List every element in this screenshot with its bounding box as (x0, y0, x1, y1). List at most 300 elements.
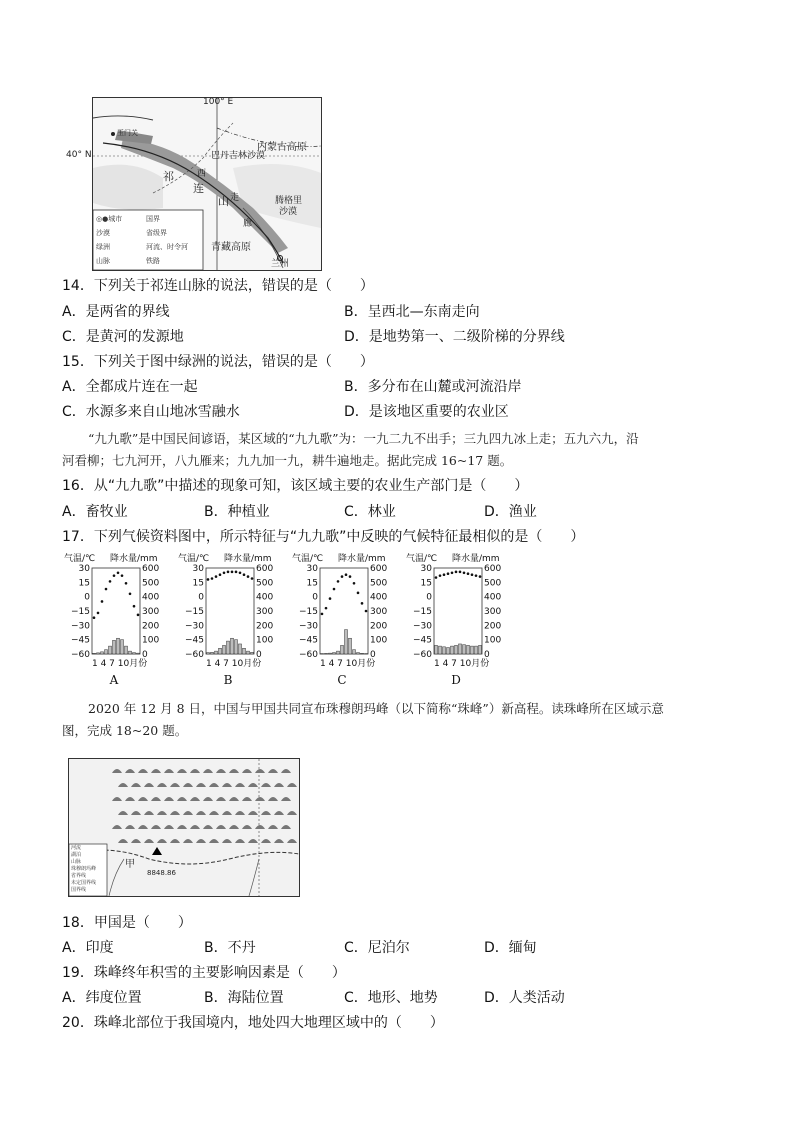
precip-tick-label: 200 (142, 621, 160, 632)
mountain-symbol (183, 839, 193, 843)
precip-tick-label: 500 (256, 578, 274, 589)
temp-point (459, 571, 462, 574)
plot-frame (434, 568, 482, 654)
precip-bar (471, 646, 474, 654)
mountain-symbol (125, 825, 135, 829)
mountain-symbol (248, 839, 258, 843)
precip-bar (451, 646, 454, 654)
temp-point (357, 592, 360, 595)
q16-option-b[interactable]: B．种植业 (204, 504, 270, 520)
label-zou: 西 (197, 169, 207, 179)
precip-bar (211, 652, 214, 654)
temp-tick-label: 30 (306, 564, 318, 574)
temp-axis-label: 气温/℃ (406, 554, 438, 564)
mountain-symbol (157, 811, 167, 815)
map2-legend (71, 845, 107, 894)
temp-point (101, 600, 104, 603)
label-shan: 山 (218, 195, 229, 208)
precip-bar (129, 651, 132, 654)
temp-point (435, 576, 438, 579)
climate-charts (62, 550, 522, 690)
legend-desert: 沙漠 (96, 229, 110, 237)
q14-option-d[interactable]: D．是地势第一、二级阶梯的分界线 (344, 329, 565, 345)
everest-region-map (68, 758, 300, 897)
legend-item: 省界线 (71, 873, 87, 879)
mountain-symbol (196, 839, 206, 843)
plot-frame (206, 568, 254, 654)
precip-tick-label: 600 (256, 564, 274, 574)
temp-point (467, 572, 470, 575)
q14-stem: 14．下列关于祁连山脉的说法，错误的是（ ） (62, 278, 374, 294)
national-border (93, 116, 153, 120)
temp-point (455, 571, 458, 574)
temp-point (345, 573, 348, 576)
precip-tick-label: 0 (142, 650, 148, 660)
everest-peak-icon (152, 847, 162, 855)
label-qi: 祁 (163, 170, 174, 183)
q16-option-d[interactable]: D．渔业 (484, 504, 537, 520)
precip-tick-label: 100 (256, 635, 274, 646)
precip-bar (227, 641, 230, 654)
temp-point (337, 580, 340, 583)
mountain-symbol (268, 825, 278, 829)
mountain-symbol (229, 769, 239, 773)
precip-tick-label: 500 (142, 578, 160, 589)
precip-tick-label: 300 (484, 607, 502, 617)
precip-axis-label: 降水量/mm (452, 554, 500, 564)
q17-stem: 17．下列气候资料图中，所示特征与“九九歌”中反映的气候特征最相似的是（ ） (62, 529, 585, 545)
precip-tick-label: 400 (256, 592, 274, 603)
legend-item: 未定国界线 (71, 880, 97, 886)
chart-letter: B (223, 673, 233, 687)
legend-railway: 铁路 (146, 257, 160, 265)
temp-point (341, 575, 344, 578)
legend-mountain: 山脉 (96, 257, 110, 265)
mountain-symbol (222, 811, 232, 815)
mountain-symbol (112, 797, 122, 801)
mountain-symbol (125, 769, 135, 773)
precip-tick-label: 600 (484, 564, 502, 574)
temp-point (349, 575, 352, 578)
q20-stem: 20．珠峰北部位于我国境内，地处四大地理区域中的（ ） (62, 1015, 444, 1031)
temp-point (365, 610, 368, 613)
passage-line: “九九歌”是中国民间谚语，某区域的“九九歌”为：一九二九不出手；三九四九冰上走；五九六九，沿 (88, 431, 639, 446)
mountain-symbol (177, 797, 187, 801)
mountain-symbol (242, 769, 252, 773)
mountain-symbol (118, 839, 128, 843)
climate-chart-c (290, 550, 400, 690)
q14-option-a[interactable]: A．是两省的界线 (62, 304, 170, 320)
climate-chart-b (176, 550, 286, 690)
mountain-symbol (190, 825, 200, 829)
precip-bar (247, 651, 250, 654)
temp-point (239, 571, 242, 574)
temp-point (463, 571, 466, 574)
month-axis-label: 1 4 7 10月份 (206, 659, 262, 669)
mountain-symbol (281, 825, 291, 829)
temp-tick-label: 30 (192, 564, 204, 574)
legend-item: 珠穆朗玛峰 (71, 866, 97, 872)
precip-bar (137, 653, 140, 654)
passage-everest (62, 698, 742, 742)
precip-bar (329, 653, 332, 654)
temp-tick-label: 15 (306, 578, 318, 589)
temp-point (321, 613, 324, 616)
label-hexi: 廊 (243, 219, 253, 229)
precip-bar (239, 644, 242, 654)
mountain-symbol (287, 811, 297, 815)
label-qingzang: 青藏高原 (211, 242, 251, 253)
mountain-symbol (170, 839, 180, 843)
temp-tick-label: −45 (299, 635, 318, 646)
mountain-symbol (268, 769, 278, 773)
temp-tick-label: −15 (185, 607, 204, 617)
temp-point (121, 574, 124, 577)
precip-tick-label: 100 (370, 635, 388, 646)
mountain-symbol (112, 769, 122, 773)
mountain-symbol (281, 769, 291, 773)
mountain-symbol (183, 783, 193, 787)
temp-point (447, 572, 450, 575)
precip-bar (447, 648, 450, 654)
city-marker (111, 132, 115, 136)
temp-point (479, 575, 482, 578)
temp-point (475, 574, 478, 577)
temp-point (207, 578, 210, 581)
hexi-corridor-map (66, 97, 322, 271)
temp-tick-label: −15 (413, 607, 432, 617)
precip-bar (455, 645, 458, 654)
passage-jiujiuge (62, 428, 742, 472)
mountain-symbol (209, 783, 219, 787)
temp-point (231, 571, 234, 574)
precip-tick-label: 400 (484, 592, 502, 603)
temp-point (247, 575, 250, 578)
precip-tick-label: 300 (256, 607, 274, 617)
precip-bar (109, 646, 112, 654)
label-tenggeli: 腾格里 (275, 196, 303, 206)
mountain-symbol (261, 783, 271, 787)
precip-bar (207, 653, 210, 654)
mountain-symbol (261, 811, 271, 815)
precip-bar (105, 650, 108, 654)
precip-tick-label: 0 (256, 650, 262, 660)
label-jia: 甲 (125, 859, 135, 870)
temp-point (353, 582, 356, 585)
precip-tick-label: 0 (370, 650, 376, 660)
mountain-symbol (203, 825, 213, 829)
precip-bar (337, 651, 340, 654)
temp-tick-label: 0 (312, 592, 318, 603)
mountain-symbol (255, 825, 265, 829)
mountain-symbol (196, 811, 206, 815)
mountain-symbol (151, 769, 161, 773)
mountain-symbol (190, 769, 200, 773)
mountain-symbol (203, 797, 213, 801)
temp-point (451, 571, 454, 574)
precip-bar (443, 647, 446, 654)
passage-line: 2020 年 12 月 8 日，中国与甲国共同宣布珠穆朗玛峰（以下简称“珠峰”）新高程。读珠峰所在区域示意 (88, 701, 664, 716)
mountain-symbol (170, 783, 180, 787)
parallel-label: 40° N (66, 150, 92, 160)
mountain-symbol (170, 811, 180, 815)
temp-tick-label: 15 (78, 578, 90, 589)
precip-tick-label: 500 (370, 578, 388, 589)
temp-point (219, 573, 222, 576)
precip-tick-label: 300 (370, 607, 388, 617)
precip-axis-label: 降水量/mm (338, 554, 386, 564)
legend-province-border: 省级界 (146, 229, 167, 237)
precip-bar (459, 644, 462, 654)
label-lanzhou: 兰州 (271, 259, 290, 269)
precip-bar (475, 646, 478, 654)
plot-frame (320, 568, 368, 654)
mountain-symbol (235, 839, 245, 843)
temp-tick-label: 15 (420, 578, 432, 589)
mountain-symbol (255, 769, 265, 773)
q15-option-a[interactable]: A．全都成片连在一起 (62, 379, 198, 395)
q19-option-b[interactable]: B．海陆位置 (204, 990, 284, 1006)
precip-bar (463, 645, 466, 654)
q18-option-c[interactable]: C．尼泊尔 (344, 940, 410, 956)
q19-option-d[interactable]: D．人类活动 (484, 990, 565, 1006)
temp-point (471, 573, 474, 576)
chart-letter: C (337, 673, 347, 687)
precip-bar (117, 638, 120, 654)
precip-bar (345, 630, 348, 654)
q19-stem: 19．珠峰终年积雪的主要影响因素是（ ） (62, 965, 346, 981)
passage-line: 河看柳；七九河开，八九雁来；九九加一九，耕牛遍地走。据此完成 16~17 题。 (62, 453, 513, 468)
mountain-symbol (216, 769, 226, 773)
temp-point (137, 614, 140, 617)
temp-point (93, 616, 96, 619)
temp-tick-label: −60 (71, 650, 90, 660)
temp-tick-label: −45 (185, 635, 204, 646)
map1-legend (96, 214, 202, 266)
precip-tick-label: 100 (142, 635, 160, 646)
mountain-symbol (138, 825, 148, 829)
river (249, 859, 259, 896)
mountain-symbol (157, 839, 167, 843)
precip-tick-label: 300 (142, 607, 160, 617)
mountain-symbol (255, 797, 265, 801)
mountain-symbol (112, 825, 122, 829)
mountain-symbol (125, 797, 135, 801)
q16-option-a[interactable]: A．畜牧业 (62, 504, 128, 520)
mountain-symbol (118, 783, 128, 787)
temp-tick-label: −45 (71, 635, 90, 646)
precip-tick-label: 600 (370, 564, 388, 574)
climate-chart-svg (404, 550, 514, 690)
legend-river: 河流、时令河 (146, 243, 188, 251)
precip-tick-label: 100 (484, 635, 502, 646)
mountain-symbol (144, 839, 154, 843)
label-neimenggu: 内蒙古高原 (257, 142, 307, 153)
q16-option-c[interactable]: C．林业 (344, 504, 396, 520)
mountain-symbol (274, 783, 284, 787)
mountain-symbol (242, 825, 252, 829)
precip-bar (133, 653, 136, 654)
precip-bar (467, 645, 470, 654)
temp-point (333, 588, 336, 591)
chart-letter: D (451, 673, 461, 687)
mountain-symbol (164, 769, 174, 773)
label-everest-height: 8848.86 (147, 869, 176, 877)
q18-option-a[interactable]: A．印度 (62, 940, 114, 956)
legend-item: 河流 (71, 845, 82, 851)
precip-bar (341, 645, 344, 654)
temp-tick-label: −30 (71, 621, 90, 632)
q15-stem: 15．下列关于图中绿洲的说法，错误的是（ ） (62, 354, 374, 370)
temp-tick-label: 30 (420, 564, 432, 574)
mountain-symbol (274, 811, 284, 815)
temp-tick-label: −30 (299, 621, 318, 632)
mountain-symbol (261, 839, 271, 843)
q18-option-d[interactable]: D．缅甸 (484, 940, 537, 956)
mountain-symbol (157, 783, 167, 787)
q16-stem: 16．从“九九歌”中描述的现象可知，该区域主要的农业生产部门是（ ） (62, 478, 529, 494)
plot-frame (92, 568, 140, 654)
temp-point (251, 577, 254, 580)
temp-point (113, 574, 116, 577)
label-lian: 连 (193, 182, 204, 195)
q14-option-b[interactable]: B．呈西北—东南走向 (344, 304, 480, 320)
temp-axis-label: 气温/℃ (64, 554, 96, 564)
chart-letter: A (109, 673, 119, 687)
precip-bar (113, 640, 116, 654)
mountain-symbol (268, 797, 278, 801)
legend-national-border: 国界 (146, 215, 160, 223)
mountain-symbol (164, 825, 174, 829)
temp-tick-label: −30 (185, 621, 204, 632)
legend-item: 湖泊 (71, 852, 82, 858)
q19-option-c[interactable]: C．地形、地势 (344, 990, 438, 1006)
river (109, 859, 124, 896)
mountain-symbol (151, 797, 161, 801)
q18-stem: 18．甲国是（ ） (62, 915, 192, 931)
precip-axis-label: 降水量/mm (110, 554, 158, 564)
temp-point (235, 571, 238, 574)
precip-tick-label: 500 (484, 578, 502, 589)
temp-point (223, 571, 226, 574)
temp-tick-label: −30 (413, 621, 432, 632)
precip-tick-label: 400 (370, 592, 388, 603)
precip-bar (353, 650, 356, 654)
temp-point (109, 580, 112, 583)
temp-tick-label: 0 (84, 592, 90, 603)
mountain-symbol (216, 797, 226, 801)
precip-tick-label: 400 (142, 592, 160, 603)
climate-chart-a (62, 550, 172, 690)
precip-bar (435, 645, 438, 654)
mountain-symbol (287, 839, 297, 843)
mountain-symbol (242, 797, 252, 801)
temp-point (125, 582, 128, 585)
precip-tick-label: 600 (142, 564, 160, 574)
temp-tick-label: −15 (299, 607, 318, 617)
legend-item: 国界线 (71, 887, 87, 893)
q15-option-c[interactable]: C．水源多来自山地冰雪融水 (62, 404, 240, 420)
mountain-symbol (222, 839, 232, 843)
temp-tick-label: 0 (426, 592, 432, 603)
mountain-symbol (183, 811, 193, 815)
q15-option-d[interactable]: D．是该地区重要的农业区 (344, 404, 509, 420)
mountain-symbol (138, 769, 148, 773)
climate-chart-svg (62, 550, 172, 690)
mountain-symbol (131, 811, 141, 815)
precip-axis-label: 降水量/mm (224, 554, 272, 564)
legend-city: ◎●城市 (96, 215, 123, 223)
temp-point (325, 607, 328, 610)
temp-point (211, 577, 214, 580)
q19-option-a[interactable]: A．纬度位置 (62, 990, 142, 1006)
temp-point (97, 612, 100, 615)
temp-point (329, 597, 332, 600)
precip-bar (439, 646, 442, 654)
climate-chart-svg (176, 550, 286, 690)
q14-option-c[interactable]: C．是黄河的发源地 (62, 329, 184, 345)
mountain-symbol (203, 769, 213, 773)
temp-tick-label: −45 (413, 635, 432, 646)
precip-bar (243, 648, 246, 654)
precip-tick-label: 0 (484, 650, 490, 660)
precip-tick-label: 200 (256, 621, 274, 632)
precip-bar (349, 638, 352, 654)
label-tenggeli-2: 沙漠 (279, 207, 298, 217)
temp-point (443, 573, 446, 576)
mountain-symbol (151, 825, 161, 829)
month-axis-label: 1 4 7 10月份 (434, 659, 490, 669)
mountain-symbol (209, 811, 219, 815)
temp-point (227, 571, 230, 574)
precip-bar (219, 648, 222, 654)
legend-item: 山脉 (71, 859, 82, 865)
mountain-symbol (248, 811, 258, 815)
q15-option-b[interactable]: B．多分布在山麓或河流沿岸 (344, 379, 522, 395)
temp-point (117, 571, 120, 574)
temp-point (215, 575, 218, 578)
mountain-symbol (222, 783, 232, 787)
climate-chart-svg (290, 550, 400, 690)
temp-point (439, 574, 442, 577)
mountain-symbol (144, 811, 154, 815)
mountain-symbol (190, 797, 200, 801)
temp-tick-label: −60 (185, 650, 204, 660)
label-yumen: 玉门关 (117, 129, 138, 137)
meridian-label: 100° E (203, 97, 234, 107)
temp-point (105, 588, 108, 591)
mountain-symbol (164, 797, 174, 801)
mountain-symbol (209, 839, 219, 843)
precip-bar (479, 645, 482, 654)
temp-tick-label: 15 (192, 578, 204, 589)
mountain-symbol (131, 783, 141, 787)
mountain-symbol (118, 811, 128, 815)
temp-tick-label: −15 (71, 607, 90, 617)
label-lang: 走 (230, 193, 240, 203)
desert-area (93, 165, 163, 210)
precip-bar (235, 640, 238, 654)
temp-point (129, 593, 132, 596)
precip-bar (361, 653, 364, 654)
mountain-symbol (248, 783, 258, 787)
q18-option-b[interactable]: B．不丹 (204, 940, 256, 956)
precip-bar (251, 652, 254, 654)
climate-chart-d (404, 550, 514, 690)
month-axis-label: 1 4 7 10月份 (320, 659, 376, 669)
mountain-symbol (177, 825, 187, 829)
precip-bar (93, 653, 96, 654)
